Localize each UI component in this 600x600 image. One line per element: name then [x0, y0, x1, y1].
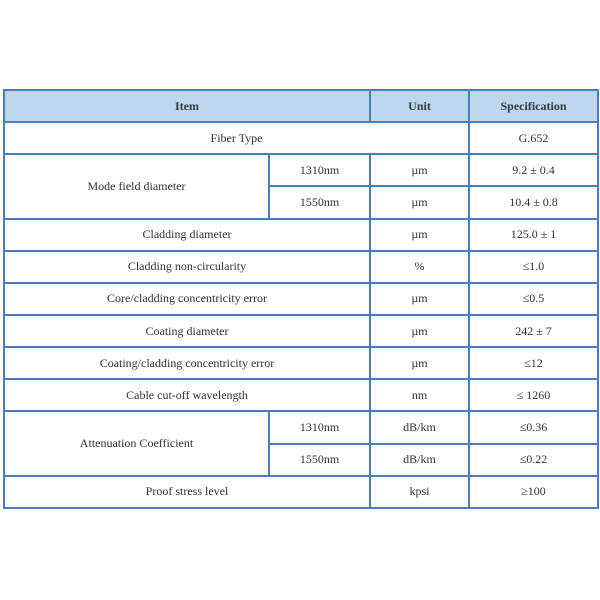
spec-cell: ≤ 1260 [469, 379, 598, 411]
unit-cell: % [370, 251, 469, 283]
item-cell: Cable cut-off wavelength [4, 379, 370, 411]
table-row [4, 476, 598, 508]
spec-cell: 125.0 ± 1 [469, 219, 598, 251]
item-cell: Fiber Type [4, 122, 469, 154]
spec-cell: G.652 [469, 122, 598, 154]
header-item: Item [4, 90, 370, 122]
item-cell: Proof stress level [4, 476, 370, 508]
fiber-spec-table [3, 89, 599, 509]
wavelength-cell: 1550nm [269, 444, 370, 476]
table-row [4, 251, 598, 283]
spec-cell: ≤1.0 [469, 251, 598, 283]
table-row [4, 379, 598, 411]
spec-cell: ≤0.22 [469, 444, 598, 476]
spec-cell: 9.2 ± 0.4 [469, 154, 598, 186]
unit-cell: µm [370, 186, 469, 218]
table-row [4, 347, 598, 379]
wavelength-cell: 1550nm [269, 186, 370, 218]
item-cell: Cladding non-circularity [4, 251, 370, 283]
spec-cell: ≤12 [469, 347, 598, 379]
spec-cell: 242 ± 7 [469, 315, 598, 347]
item-cell: Mode field diameter [4, 154, 269, 218]
unit-cell: µm [370, 283, 469, 315]
unit-cell: dB/km [370, 444, 469, 476]
item-cell: Attenuation Coefficient [4, 411, 269, 475]
unit-cell: kpsi [370, 476, 469, 508]
unit-cell: nm [370, 379, 469, 411]
unit-cell: µm [370, 219, 469, 251]
header-specification: Specification [469, 90, 598, 122]
item-cell: Coating diameter [4, 315, 370, 347]
table-row [4, 122, 598, 154]
item-cell: Coating/cladding concentricity error [4, 347, 370, 379]
item-cell: Cladding diameter [4, 219, 370, 251]
item-cell: Core/cladding concentricity error [4, 283, 370, 315]
header-row [4, 90, 598, 122]
spec-cell: ≥100 [469, 476, 598, 508]
spec-cell: ≤0.5 [469, 283, 598, 315]
unit-cell: dB/km [370, 411, 469, 443]
table-row [4, 411, 598, 443]
header-unit: Unit [370, 90, 469, 122]
unit-cell: µm [370, 347, 469, 379]
table-row [4, 154, 598, 186]
table-row [4, 283, 598, 315]
spec-cell: 10.4 ± 0.8 [469, 186, 598, 218]
table-row [4, 219, 598, 251]
wavelength-cell: 1310nm [269, 154, 370, 186]
table-row [4, 315, 598, 347]
unit-cell: µm [370, 315, 469, 347]
unit-cell: µm [370, 154, 469, 186]
spec-cell: ≤0.36 [469, 411, 598, 443]
wavelength-cell: 1310nm [269, 411, 370, 443]
